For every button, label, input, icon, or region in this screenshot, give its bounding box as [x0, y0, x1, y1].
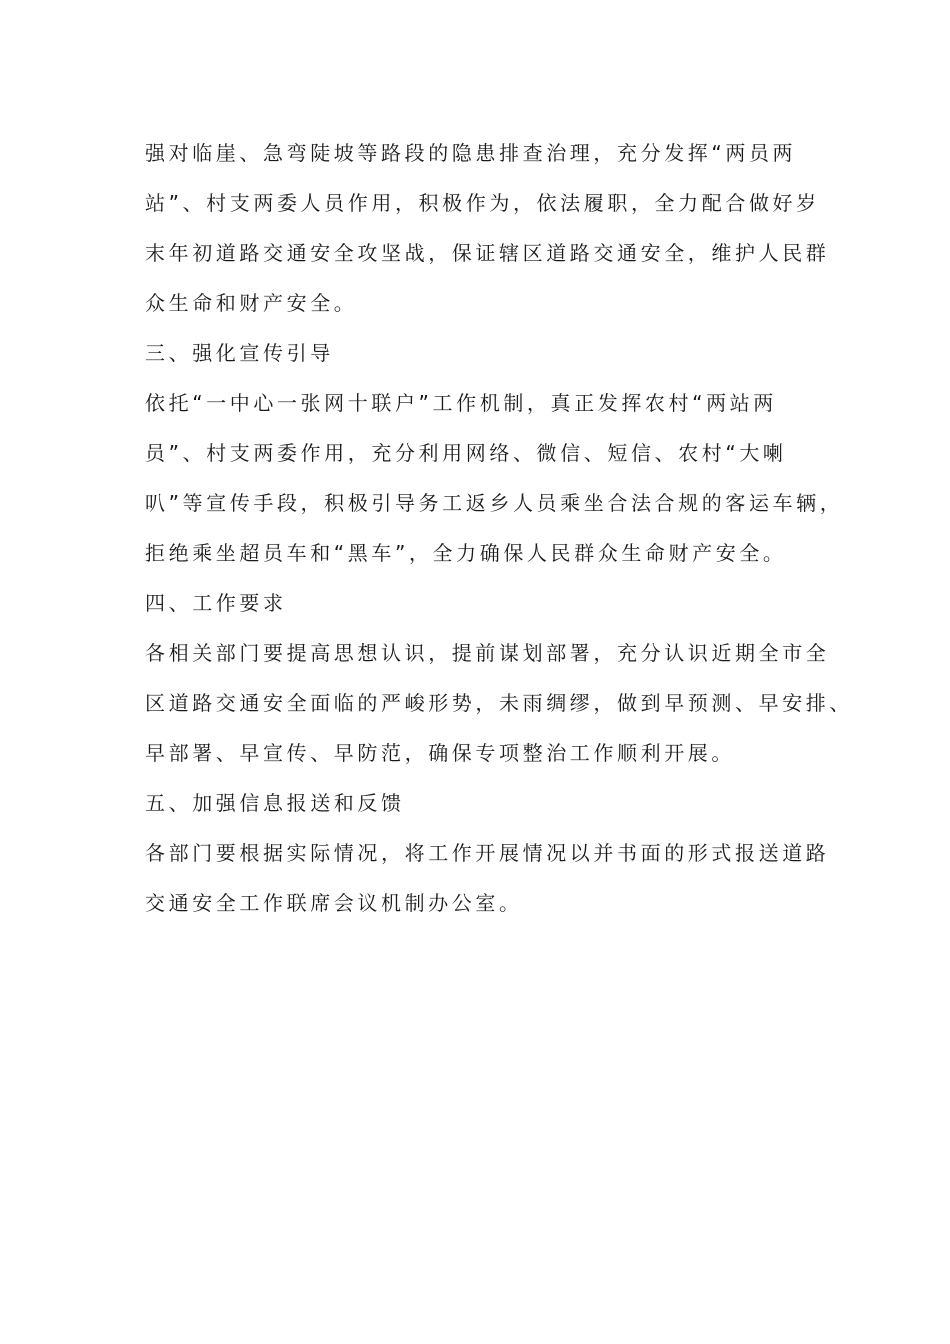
paragraph-line: 各部门要根据实际情况，将工作开展情况以并书面的形式报送道路: [145, 841, 830, 865]
section-heading-5: 五、加强信息报送和反馈: [145, 791, 405, 815]
paragraph-line: 末年初道路交通安全攻坚战，保证辖区道路交通安全，维护人民群: [145, 241, 830, 265]
paragraph-line: 交通安全工作联席会议机制办公室。: [145, 891, 523, 915]
paragraph-line: 依托“一中心一张网十联户”工作机制，真正发挥农村“两站两: [145, 391, 777, 415]
paragraph-line: 拒绝乘坐超员车和“黑车”，全力确保人民群众生命财产安全。: [145, 541, 787, 565]
paragraph-line: 员”、村支两委作用，充分利用网络、微信、短信、农村“大喇: [145, 441, 787, 465]
section-heading-4: 四、工作要求: [145, 591, 287, 615]
paragraph-line: 众生命和财产安全。: [145, 291, 358, 315]
section-heading-3: 三、强化宣传引导: [145, 341, 334, 365]
paragraph-line: 区道路交通安全面临的严峻形势，未雨绸缪，做到早预测、早安排、: [145, 691, 853, 715]
paragraph-line: 叭”等宣传手段，积极引导务工返乡人员乘坐合法合规的客运车辆，: [145, 491, 844, 515]
paragraph-line: 各相关部门要提高思想认识，提前谋划部署，充分认识近期全市全: [145, 641, 830, 665]
paragraph-line: 强对临崖、急弯陡坡等路段的隐患排查治理，充分发挥“两员两: [145, 141, 797, 165]
paragraph-line: 站”、村支两委人员作用，积极作为，依法履职，全力配合做好岁: [145, 191, 820, 215]
paragraph-line: 早部署、早宣传、早防范，确保专项整治工作顺利开展。: [145, 741, 735, 765]
